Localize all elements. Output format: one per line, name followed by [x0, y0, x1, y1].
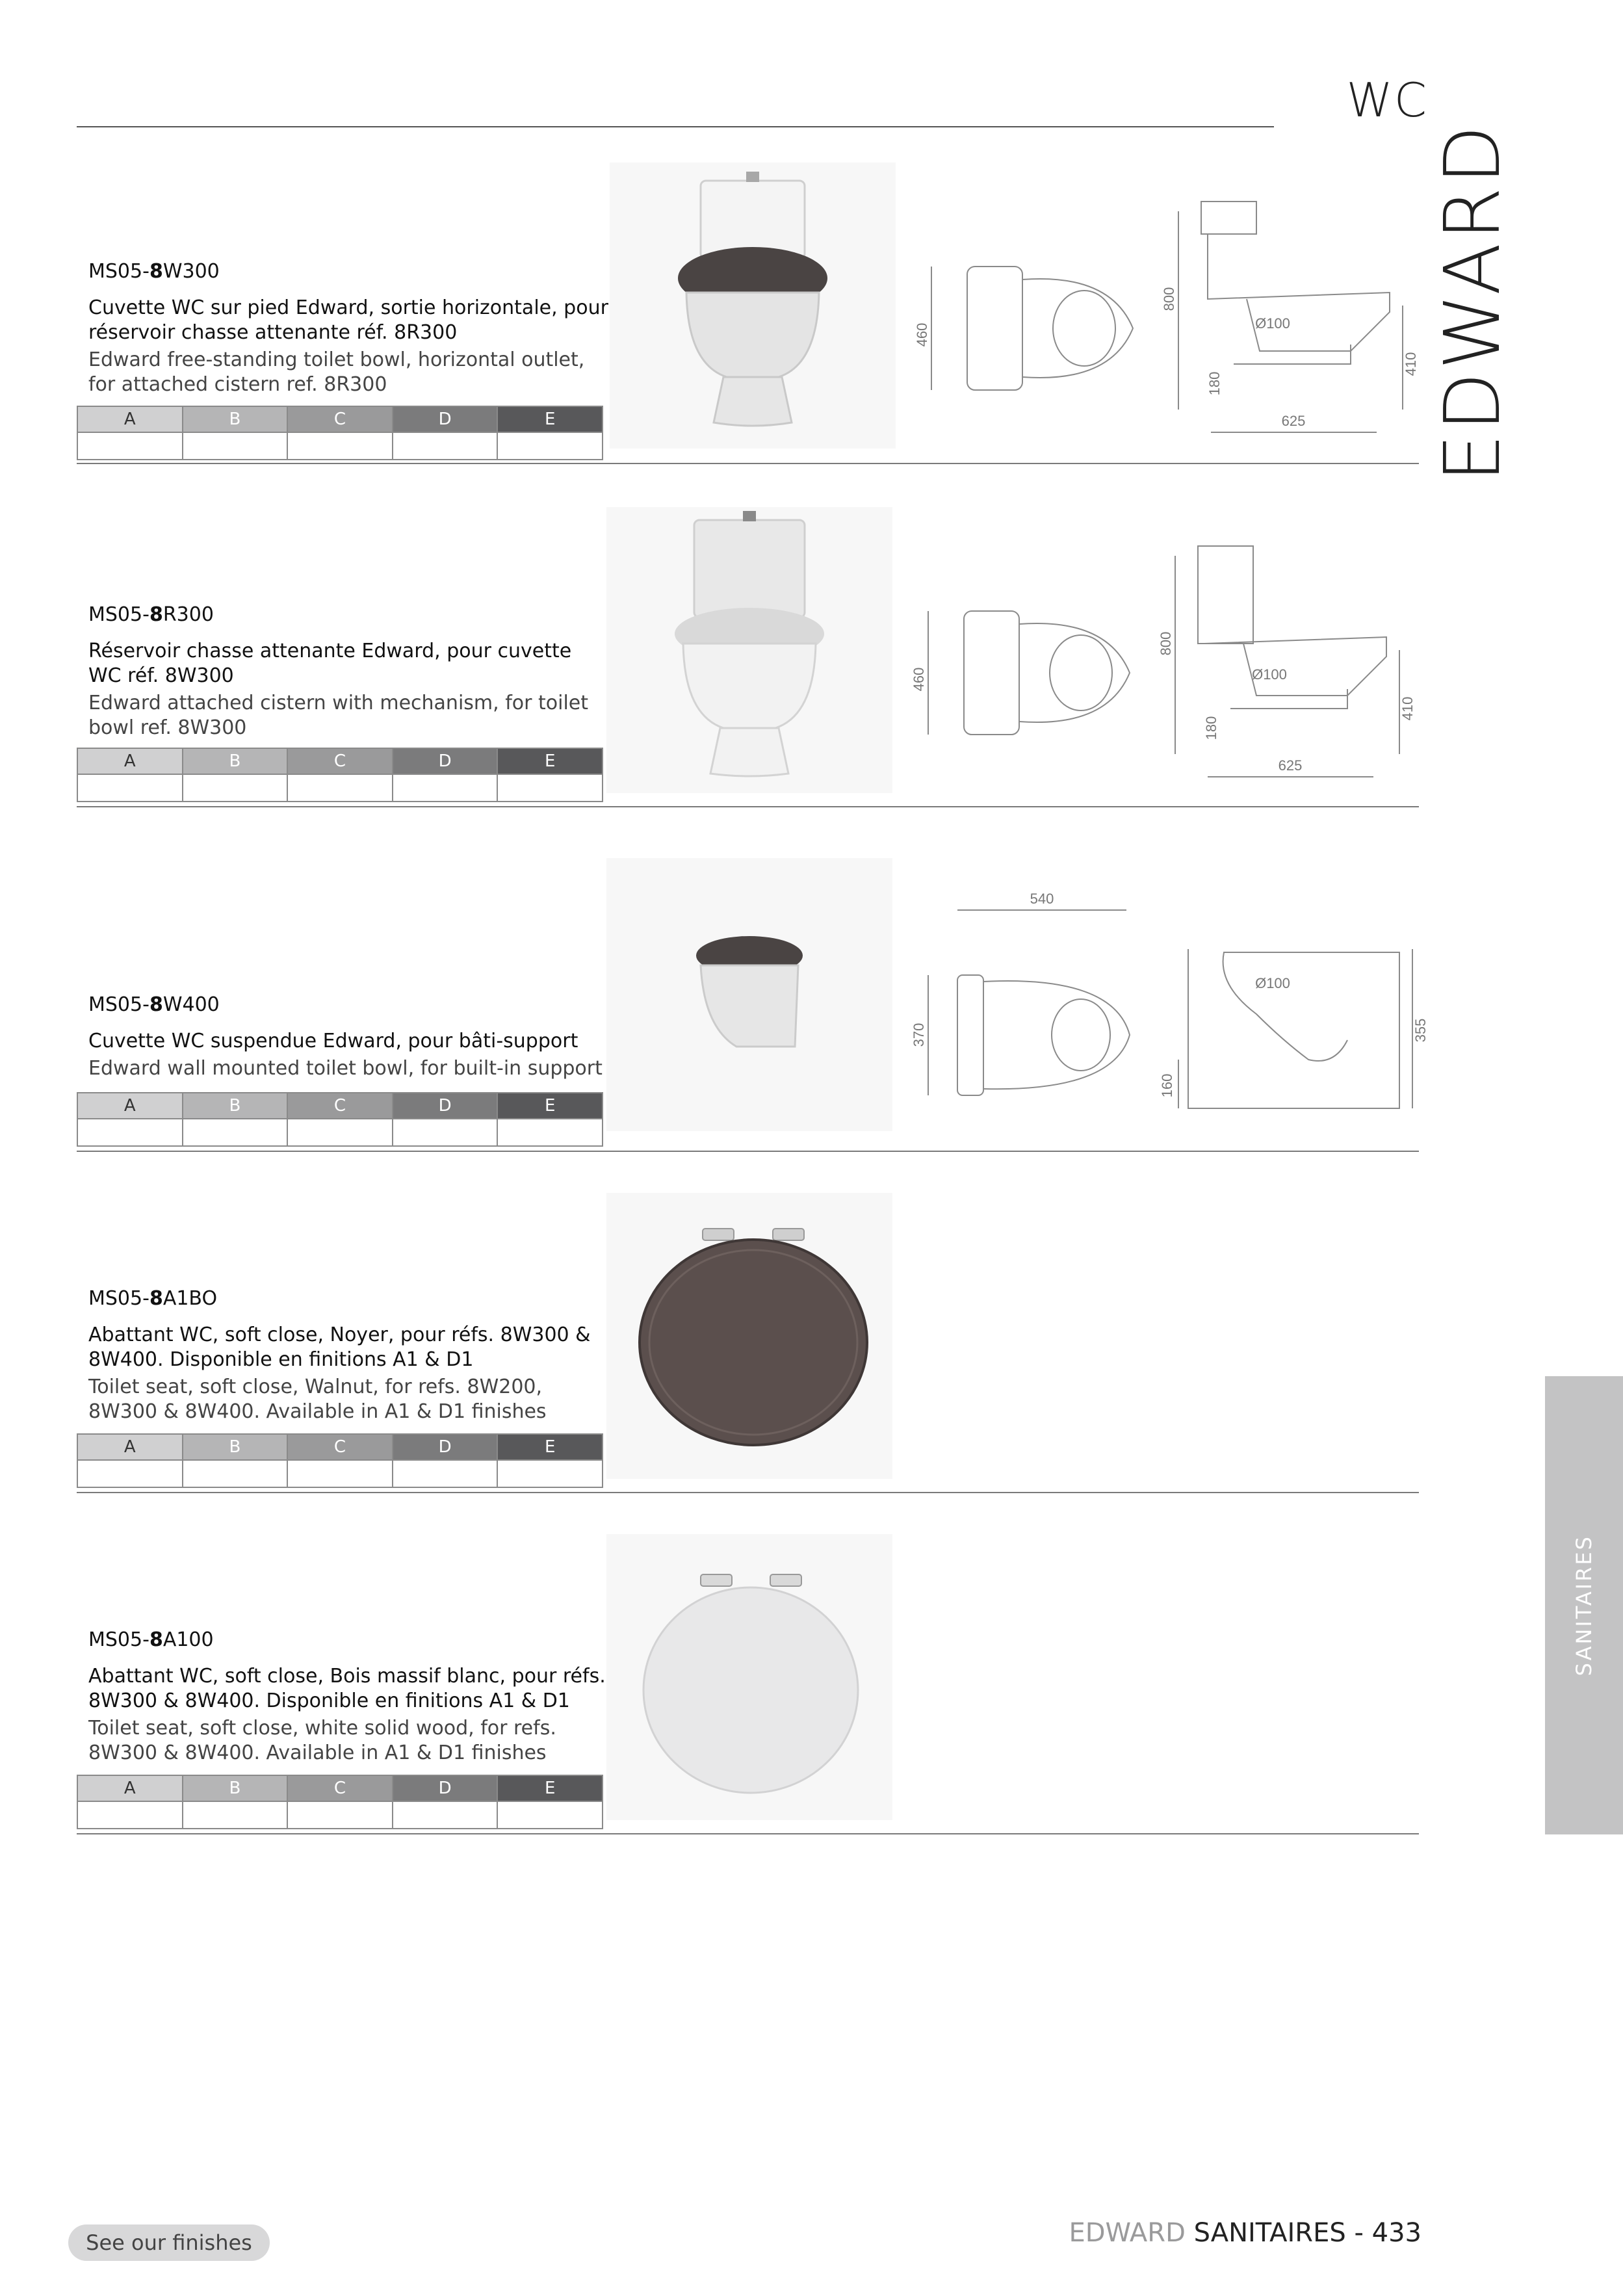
svg-text:625: 625 [1278, 757, 1303, 774]
technical-drawing [892, 520, 1416, 793]
description-en: Toilet seat, soft close, white solid wood, for refs. 8W300 & 8W400. Available in A1 & D1 finishes [88, 1717, 556, 1764]
finish-e[interactable]: E [497, 1434, 603, 1460]
finish-c[interactable]: C [287, 406, 393, 432]
footer-section: SANITAIRES [1193, 2218, 1346, 2248]
svg-text:540: 540 [1030, 891, 1054, 907]
svg-text:410: 410 [1399, 696, 1416, 721]
svg-text:180: 180 [1206, 371, 1223, 396]
svg-text:Ø100: Ø100 [1255, 315, 1290, 332]
finish-b[interactable]: B [183, 406, 288, 432]
svg-text:800: 800 [1158, 631, 1174, 656]
product-photo-walnut-seat [606, 1193, 892, 1479]
finish-a[interactable]: A [77, 1434, 183, 1460]
finish-e[interactable]: E [497, 1093, 603, 1119]
svg-text:160: 160 [1159, 1073, 1175, 1098]
section-tab-label: SANITAIRES [1572, 1534, 1596, 1676]
svg-text:625: 625 [1281, 413, 1306, 429]
product-8r300 [77, 507, 1419, 813]
see-finishes-button[interactable]: See our finishes [68, 2224, 270, 2261]
product-description [88, 993, 608, 1081]
svg-text:Ø100: Ø100 [1252, 666, 1287, 683]
description-en: Edward attached cistern with mechanism, for toilet bowl ref. 8W300 [88, 692, 588, 739]
product-photo-wall-hung-toilet [606, 858, 892, 1131]
svg-text:Ø100: Ø100 [1255, 975, 1290, 991]
product-photo-toilet-with-cistern [610, 163, 896, 449]
finish-a[interactable]: A [77, 748, 183, 774]
product-8w400 [77, 852, 1429, 1157]
header-divider [77, 126, 1274, 127]
row-divider [77, 1492, 1419, 1493]
footer-brand: EDWARD [1069, 2218, 1186, 2248]
finish-c[interactable]: C [287, 1093, 393, 1119]
product-ref: MS05-8R300 [88, 603, 214, 626]
finish-e[interactable]: E [497, 406, 603, 432]
product-ref: MS05-8A1BO [88, 1287, 218, 1310]
description-fr: Abattant WC, soft close, Noyer, pour réfs. 8W300 & 8W400. Disponible en finitions A1 & D1 [88, 1324, 591, 1371]
finish-a[interactable]: A [77, 1093, 183, 1119]
finish-d[interactable]: D [393, 1775, 498, 1801]
finish-d[interactable]: D [393, 406, 498, 432]
finish-d[interactable]: D [393, 748, 498, 774]
finish-e[interactable]: E [497, 748, 603, 774]
description-fr: Réservoir chasse attenante Edward, pour cuvette WC réf. 8W300 [88, 640, 572, 687]
finish-d[interactable]: D [393, 1434, 498, 1460]
finish-b[interactable]: B [183, 1093, 288, 1119]
description-en: Edward free-standing toilet bowl, horizontal outlet, for attached cistern ref. 8R300 [88, 348, 585, 396]
technical-drawing [896, 176, 1419, 449]
finish-table [77, 1775, 603, 1829]
finish-d[interactable]: D [393, 1093, 498, 1119]
page-title: WC [1346, 73, 1428, 127]
product-ref: MS05-8W300 [88, 260, 220, 283]
row-divider [77, 1833, 1419, 1834]
row-divider [77, 463, 1419, 464]
finish-e[interactable]: E [497, 1775, 603, 1801]
svg-text:800: 800 [1161, 287, 1177, 311]
page-number: 433 [1371, 2218, 1422, 2248]
product-ref: MS05-8A100 [88, 1628, 214, 1651]
svg-text:460: 460 [914, 322, 930, 347]
description-en: Edward wall mounted toilet bowl, for built-in support [88, 1057, 603, 1080]
finish-table [77, 1092, 603, 1147]
description-fr: Cuvette WC suspendue Edward, pour bâti-support [88, 1030, 578, 1052]
product-photo-white-seat [606, 1534, 892, 1820]
description-fr: Abattant WC, soft close, Bois massif blanc, pour réfs. 8W300 & 8W400. Disponible en finitions A1 & D1 [88, 1665, 606, 1712]
svg-text:355: 355 [1412, 1018, 1429, 1043]
finish-c[interactable]: C [287, 1775, 393, 1801]
description-fr: Cuvette WC sur pied Edward, sortie horizontale, pour réservoir chasse attenante réf. 8R300 [88, 296, 608, 344]
finish-table [77, 406, 603, 460]
finish-table [77, 1433, 603, 1488]
product-photo-cistern [606, 507, 892, 793]
product-ref: MS05-8W400 [88, 993, 220, 1016]
brand-title: EDWARD [1427, 122, 1517, 482]
description-en: Toilet seat, soft close, Walnut, for refs. 8W200, 8W300 & 8W400. Available in A1 & D1 finishes [88, 1376, 547, 1423]
finish-b[interactable]: B [183, 1434, 288, 1460]
product-description [88, 1628, 608, 1766]
row-divider [77, 806, 1419, 807]
finish-c[interactable]: C [287, 748, 393, 774]
finish-a[interactable]: A [77, 406, 183, 432]
svg-text:460: 460 [911, 667, 927, 692]
technical-drawing [892, 884, 1429, 1131]
row-divider [77, 1151, 1419, 1152]
finish-c[interactable]: C [287, 1434, 393, 1460]
finish-a[interactable]: A [77, 1775, 183, 1801]
product-description [88, 260, 608, 397]
product-description [88, 603, 608, 740]
product-8a100 [77, 1534, 1419, 1840]
finish-table [77, 748, 603, 802]
product-description [88, 1287, 608, 1424]
svg-text:180: 180 [1203, 716, 1219, 740]
section-tab[interactable] [1545, 1376, 1623, 1834]
svg-text:370: 370 [911, 1023, 927, 1047]
svg-text:410: 410 [1403, 352, 1419, 376]
page-footer: EDWARD SANITAIRES - 433 [1069, 2218, 1422, 2248]
product-8a1bo [77, 1193, 1419, 1498]
finish-b[interactable]: B [183, 1775, 288, 1801]
finish-b[interactable]: B [183, 748, 288, 774]
product-8w300 [77, 163, 1419, 468]
